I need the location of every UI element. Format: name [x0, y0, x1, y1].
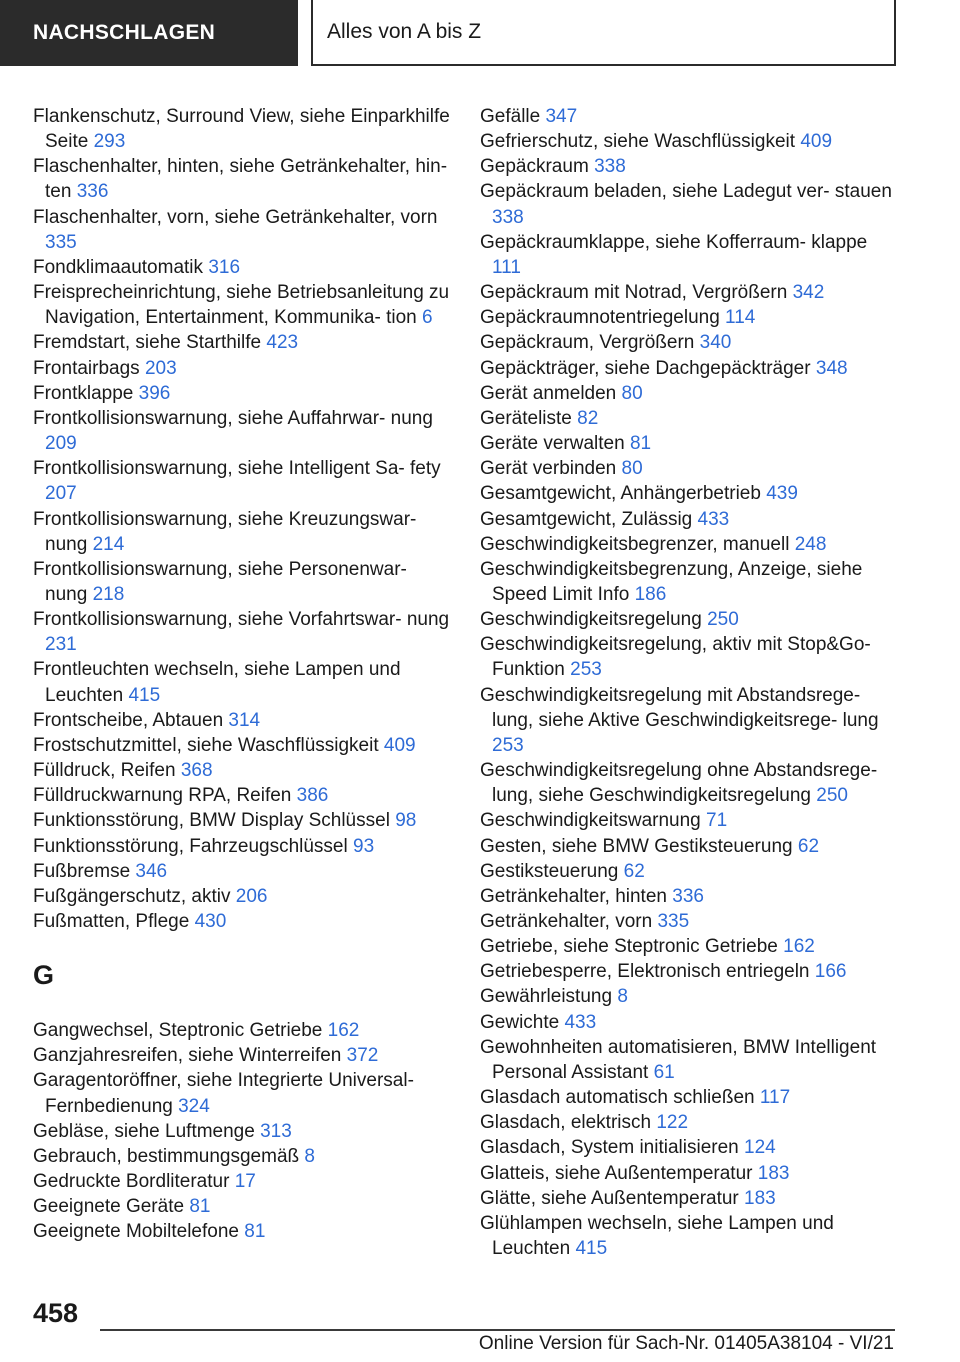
index-entry — [480, 179, 900, 229]
page-reference-link[interactable]: 372 — [346, 1045, 379, 1067]
index-entry — [480, 356, 900, 381]
index-entry — [480, 154, 900, 179]
entry-term: Freisprecheinrichtung, siehe Betriebsanleitung zu Navigation, Entertainment, Kommunika‐ tion — [33, 282, 450, 329]
page-reference-link[interactable]: 316 — [208, 256, 241, 278]
page-reference-link[interactable]: 338 — [492, 206, 524, 228]
page-reference-link[interactable]: 347 — [545, 106, 578, 127]
index-entry — [33, 758, 453, 783]
entry-term: Ganzjahresreifen, siehe Winterreifen — [33, 1045, 342, 1067]
page-reference-link[interactable]: 62 — [623, 860, 645, 882]
index-entry — [480, 507, 900, 532]
entry-term: Glasdach, System initialisieren — [480, 1137, 739, 1159]
page-reference-link[interactable]: 433 — [697, 508, 730, 530]
entry-term: Frontleuchten wechseln, siehe Lampen und Leuchten — [33, 659, 401, 706]
index-entry — [33, 733, 453, 758]
entry-term: Fülldruck, Reifen — [33, 760, 176, 782]
entry-term: Gangwechsel, Steptronic Getriebe — [33, 1020, 323, 1042]
page-reference-link[interactable]: 253 — [492, 734, 524, 756]
index-entry — [33, 1169, 453, 1194]
entry-term: Gesamtgewicht, Anhängerbetrieb — [480, 483, 761, 505]
entry-term: Frontkollisionswarnung, siehe Auffahrwar‐ nung — [33, 407, 433, 429]
index-entry — [480, 607, 900, 632]
page-reference-link[interactable]: 71 — [706, 810, 728, 832]
entry-term: Gepäckraumnotentriegelung — [480, 307, 720, 329]
page-reference-link[interactable]: 117 — [759, 1087, 791, 1109]
page-reference-link[interactable]: 8 — [617, 986, 628, 1008]
entry-term: Garagentoröffner, siehe Integrierte Universal‐ Fernbedienung — [33, 1070, 414, 1117]
index-entry — [480, 758, 900, 808]
page-reference-link[interactable]: 80 — [621, 382, 643, 404]
entry-term: Geräte verwalten — [480, 433, 625, 455]
page-reference-link[interactable]: 203 — [144, 357, 177, 379]
entry-term: Gefrierschutz, siehe Waschflüssigkeit — [480, 131, 796, 153]
index-column-right — [480, 104, 900, 1261]
entry-term: Frontscheibe, Abtauen — [33, 709, 224, 731]
page-reference-link[interactable]: 183 — [744, 1187, 776, 1209]
page-reference-link[interactable]: 231 — [45, 634, 77, 656]
letter-heading: G — [33, 960, 55, 991]
page-reference-link[interactable]: 17 — [234, 1171, 256, 1193]
index-entry — [480, 1085, 900, 1110]
index-entry — [480, 632, 900, 682]
page-reference-link[interactable]: 340 — [699, 332, 732, 354]
page-reference-link[interactable]: 98 — [395, 810, 417, 832]
entry-term: Gesamtgewicht, Zulässig — [480, 508, 693, 530]
page-reference-link[interactable]: 61 — [653, 1061, 675, 1083]
entry-term: Gebrauch, bestimmungsgemäß — [33, 1145, 300, 1167]
page-reference-link[interactable]: 335 — [657, 911, 690, 932]
index-entry — [33, 859, 453, 884]
entry-term: Frontairbags — [33, 357, 140, 379]
page-reference-link[interactable]: 250 — [816, 785, 848, 807]
page-reference-link[interactable]: 122 — [656, 1112, 689, 1134]
entry-term: Frontkollisionswarnung, siehe Kreuzungswar‐ nung — [33, 508, 417, 555]
page-reference-link[interactable]: 248 — [794, 533, 827, 555]
page-reference-link[interactable]: 8 — [304, 1145, 315, 1167]
index-entry — [33, 456, 453, 506]
page-reference-link[interactable]: 415 — [128, 684, 161, 706]
entry-term: Geschwindigkeitsbegrenzer, manuell — [480, 533, 790, 555]
entry-term: Gepäckraum, Vergrößern — [480, 332, 695, 354]
page-reference-link[interactable]: 81 — [629, 433, 652, 455]
index-entry — [480, 532, 900, 557]
index-entry — [480, 280, 900, 305]
index-entry — [33, 1068, 453, 1118]
index-entry — [480, 1110, 900, 1135]
index-entry — [480, 859, 900, 884]
entry-term: Fußgängerschutz, aktiv — [33, 885, 231, 907]
page-reference-link[interactable]: 250 — [707, 609, 739, 631]
index-entry — [480, 230, 900, 280]
page-reference-link[interactable]: 114 — [725, 307, 756, 329]
entry-term: Glasdach automatisch schließen — [480, 1087, 755, 1109]
index-entry — [480, 1161, 900, 1186]
entry-term: Getränkehalter, hinten — [480, 885, 667, 907]
footer-divider — [100, 1329, 895, 1331]
entry-term: Gewichte — [480, 1011, 560, 1033]
entry-term: Geschwindigkeitswarnung — [480, 810, 701, 832]
page-reference-link[interactable]: 314 — [228, 709, 261, 731]
page-header — [0, 0, 960, 66]
entry-term: Geschwindigkeitsregelung mit Abstandsrege‐ lung, siehe Aktive Geschwindigkeitsrege‐ lung — [480, 684, 879, 731]
page-reference-link[interactable]: 415 — [575, 1238, 608, 1260]
entry-term: Fondklimaautomatik — [33, 256, 204, 278]
index-entry — [480, 431, 900, 456]
entry-term: Flaschenhalter, vorn, siehe Getränkehalter, vorn — [33, 206, 438, 228]
page-number: 458 — [33, 1298, 79, 1328]
page-reference-link[interactable]: 336 — [76, 181, 109, 203]
index-entry — [480, 808, 900, 833]
page-reference-link[interactable]: 324 — [178, 1095, 210, 1117]
entry-term: Gepäckraum — [480, 156, 589, 178]
index-entry — [480, 959, 900, 984]
index-entry — [33, 406, 453, 456]
index-entry — [33, 1119, 453, 1144]
index-entry — [33, 607, 453, 657]
entry-term: Gesten, siehe BMW Gestiksteuerung — [480, 835, 793, 857]
index-entry — [480, 104, 900, 129]
entry-term: Getriebesperre, Elektronisch entriegeln — [480, 961, 810, 983]
page-reference-link[interactable]: 183 — [757, 1162, 790, 1184]
page-reference-link[interactable]: 342 — [792, 282, 825, 304]
page-reference-link[interactable]: 253 — [570, 659, 602, 681]
page-reference-link[interactable]: 386 — [296, 785, 329, 807]
entry-term: Frostschutzmittel, siehe Waschflüssigkeit — [33, 734, 379, 756]
entry-term: Gerät verbinden — [480, 458, 617, 480]
index-entry — [33, 154, 453, 204]
page-reference-link[interactable]: 81 — [244, 1221, 266, 1243]
page-reference-link[interactable]: 433 — [564, 1011, 597, 1033]
index-entry — [33, 909, 453, 934]
page-reference-link[interactable]: 348 — [815, 357, 848, 379]
page-reference-link[interactable]: 293 — [93, 131, 126, 153]
entry-term: Gepäckraum mit Notrad, Vergrößern — [480, 282, 788, 304]
entry-term: Gewährleistung — [480, 986, 613, 1008]
entry-term: Geschwindigkeitsbegrenzung, Anzeige, siehe Speed Limit Info — [480, 558, 863, 605]
index-entry — [480, 834, 900, 859]
page-reference-link[interactable]: 346 — [135, 860, 168, 882]
page-reference-link[interactable]: 111 — [492, 256, 521, 278]
entry-term: Gepäckraumklappe, siehe Kofferraum‐ klappe — [480, 231, 868, 253]
entry-term: Geschwindigkeitsregelung ohne Abstandsrege‐ lung, siehe Geschwindigkeitsregelung — [480, 760, 878, 807]
index-entry — [33, 1018, 453, 1043]
index-entry — [33, 708, 453, 733]
section-tab: NACHSCHLAGEN — [0, 0, 298, 66]
entry-term: Glätte, siehe Außentemperatur — [480, 1187, 739, 1209]
index-entry — [33, 783, 453, 808]
index-column-left — [33, 104, 453, 1245]
index-entry — [480, 1035, 900, 1085]
entry-term: Fußmatten, Pflege — [33, 911, 190, 932]
entry-term: Frontkollisionswarnung, siehe Vorfahrtswar‐ nung — [33, 609, 450, 631]
index-entry — [33, 205, 453, 255]
entry-term: Gefälle — [480, 106, 541, 127]
index-entry — [33, 381, 453, 406]
index-entry — [480, 481, 900, 506]
index-entry — [33, 884, 453, 909]
page-reference-link[interactable]: 162 — [327, 1020, 360, 1042]
index-entry — [480, 1135, 900, 1160]
index-entry — [480, 129, 900, 154]
index-entry — [480, 1186, 900, 1211]
index-entry — [480, 683, 900, 758]
entry-term: Frontkollisionswarnung, siehe Personenwar‐ nung — [33, 558, 407, 605]
index-entry — [33, 1219, 453, 1244]
entry-term: Flankenschutz, Surround View, siehe Einparkhilfe Seite — [33, 106, 450, 153]
index-entry — [480, 305, 900, 330]
page-reference-link[interactable]: 396 — [138, 382, 171, 404]
index-entry — [480, 1211, 900, 1261]
entry-term: Gedruckte Bordliteratur — [33, 1171, 230, 1193]
index-entry — [33, 657, 453, 707]
entry-term: Glatteis, siehe Außentemperatur — [480, 1162, 753, 1184]
page-reference-link[interactable]: 338 — [594, 156, 626, 178]
page-reference-link[interactable]: 336 — [672, 885, 704, 907]
entry-term: Glühlampen wechseln, siehe Lampen und Leuchten — [480, 1212, 834, 1260]
index-entry — [33, 1043, 453, 1068]
index-entry — [33, 1144, 453, 1169]
entry-term: Gestiksteuerung — [480, 860, 619, 882]
entry-term: Gewohnheiten automatisieren, BMW Intelligent Personal Assistant — [480, 1036, 877, 1083]
entry-term: Geeignete Geräte — [33, 1196, 185, 1218]
index-entry — [480, 884, 900, 909]
page-reference-link[interactable]: 430 — [194, 911, 227, 932]
page-reference-link[interactable]: 209 — [45, 433, 77, 455]
index-entry — [480, 456, 900, 481]
entry-term: Frontkollisionswarnung, siehe Intelligent Sa‐ fety — [33, 458, 441, 480]
page-reference-link[interactable]: 124 — [744, 1137, 776, 1159]
entry-term: Gebläse, siehe Luftmenge — [33, 1120, 255, 1142]
index-entry — [480, 1010, 900, 1035]
entry-term: Gepäckträger, siehe Dachgepäckträger — [480, 357, 811, 379]
page-reference-link[interactable]: 166 — [814, 961, 847, 983]
page-reference-link[interactable]: 368 — [180, 760, 213, 782]
index-entry — [480, 406, 900, 431]
entry-term: Funktionsstörung, Fahrzeugschlüssel — [33, 835, 348, 857]
footer-version: Online Version für Sach-Nr. 01405A38104 - VI/21 — [478, 1333, 894, 1354]
entry-term: Fremdstart, siehe Starthilfe — [33, 332, 262, 354]
entry-term: Gepäckraum beladen, siehe Ladegut ver‐ stauen — [480, 181, 892, 203]
entry-term: Fußbremse — [33, 860, 131, 882]
index-entry — [480, 557, 900, 607]
entry-term: Funktionsstörung, BMW Display Schlüssel — [33, 810, 390, 832]
entry-term: Flaschenhalter, hinten, siehe Getränkehalter, hin‐ ten — [33, 156, 448, 203]
page-reference-link[interactable]: 82 — [577, 407, 599, 429]
breadcrumb: Alles von A bis Z — [311, 0, 896, 66]
page-reference-link[interactable]: 409 — [800, 131, 833, 153]
index-entry — [480, 330, 900, 355]
page-reference-link[interactable]: 439 — [766, 483, 798, 505]
page-reference-link[interactable]: 6 — [422, 307, 433, 329]
entry-term: Geeignete Mobiltelefone — [33, 1221, 239, 1243]
page-reference-link[interactable]: 218 — [92, 583, 125, 605]
page-reference-link[interactable]: 207 — [45, 483, 77, 505]
entry-term: Gerät anmelden — [480, 382, 617, 404]
index-entry — [33, 280, 453, 330]
entry-term: Getränkehalter, vorn — [480, 911, 653, 932]
index-entry — [33, 557, 453, 607]
entry-term: Frontklappe — [33, 382, 134, 404]
index-entry — [33, 356, 453, 381]
index-entry — [480, 984, 900, 1009]
index-entry — [480, 381, 900, 406]
index-entry — [33, 330, 453, 355]
page-reference-link[interactable]: 335 — [45, 231, 77, 253]
entry-term: Glasdach, elektrisch — [480, 1112, 652, 1134]
entry-term: Geschwindigkeitsregelung — [480, 609, 702, 631]
page-reference-link[interactable]: 214 — [92, 533, 125, 555]
page-reference-link[interactable]: 162 — [783, 936, 815, 958]
entry-term: Fülldruckwarnung RPA, Reifen — [33, 785, 292, 807]
index-entry — [33, 808, 453, 833]
page-reference-link[interactable]: 423 — [266, 332, 299, 354]
page-reference-link[interactable]: 206 — [235, 885, 268, 907]
page-reference-link[interactable]: 62 — [797, 835, 820, 857]
index-entry — [33, 834, 453, 859]
page-reference-link[interactable]: 186 — [634, 583, 667, 605]
page-reference-link[interactable]: 80 — [621, 458, 643, 480]
index-entry — [480, 909, 900, 934]
entry-term: Getriebe, siehe Steptronic Getriebe — [480, 936, 778, 958]
page-reference-link[interactable]: 81 — [189, 1196, 211, 1218]
index-entry — [480, 934, 900, 959]
index-entry — [33, 255, 453, 280]
page-reference-link[interactable]: 409 — [383, 734, 416, 756]
entry-term: Geräteliste — [480, 407, 572, 429]
index-entry — [33, 104, 453, 154]
index-entry — [33, 1194, 453, 1219]
page-reference-link[interactable]: 93 — [353, 835, 375, 857]
entry-term: Geschwindigkeitsregelung, aktiv mit Stop&Go- Funktion — [480, 634, 871, 681]
index-entry — [33, 507, 453, 557]
page-reference-link[interactable]: 313 — [260, 1120, 292, 1142]
